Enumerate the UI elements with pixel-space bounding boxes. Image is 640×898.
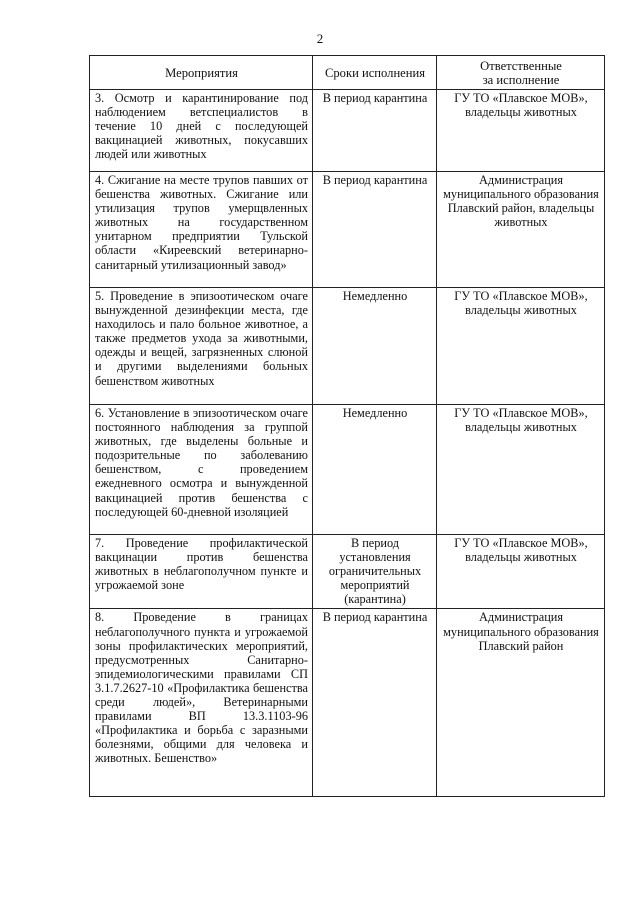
table-row (90, 535, 605, 609)
event-cell: 5. Проведение в эпизоотическом очаге вынужденной дезинфекции места, где находилось и пало больное животное, а также предметов ухода за животными, одежды и вещей, загрязненных слюной и другими выделениями больных бешенством животных (90, 288, 313, 405)
events-table (89, 55, 605, 797)
event-cell: 6. Установление в эпизоотическом очаге постоянного наблюдения за группой животных, где выделены больные и подозрительные по заболеванию бешенством, с проведением ежедневного осмотра и вынужденной вакцинацией против бешенства с последующей 60-дневной изоляцией (90, 405, 313, 535)
table-row (90, 405, 605, 535)
responsible-cell: ГУ ТО «Плавское МОВ», владельцы животных (437, 405, 605, 535)
event-cell: 3. Осмотр и карантинирование под наблюдением ветспециалистов в течение 10 дней с последующей вакцинацией животных, покусавших людей или животных (90, 90, 313, 172)
header-row (90, 56, 605, 90)
deadline-cell: Немедленно (313, 405, 437, 535)
deadline-cell: В период карантина (313, 172, 437, 288)
page-number: 2 (316, 31, 324, 46)
table-row (90, 288, 605, 405)
event-cell: 4. Сжигание на месте трупов павших от бешенства животных. Сжигание или утилизация трупов умерщвленных животных на государственном унитарном предприятии Тульской области «Киреевский ветеринарно-санитарный утилизационный завод» (90, 172, 313, 288)
deadline-cell: В период карантина (313, 609, 437, 797)
table-header (90, 56, 605, 90)
responsible-cell: ГУ ТО «Плавское МОВ», владельцы животных (437, 535, 605, 609)
deadline-cell: В период карантина (313, 90, 437, 172)
header-events: Мероприятия (90, 56, 313, 90)
responsible-cell: ГУ ТО «Плавское МОВ», владельцы животных (437, 288, 605, 405)
deadline-cell: Немедленно (313, 288, 437, 405)
table-row (90, 609, 605, 797)
event-cell: 8. Проведение в границах неблагополучного пункта и угрожаемой зоны профилактических мероприятий, предусмотренных Санитарно-эпидемиологическими правилами СП 3.1.7.2627-10 «Профилактика бешенства среди людей», Ветеринарными правилами ВП 13.3.1103-96 «Профилактика и борьба с заразными болезнями, общими для человека и животных. Бешенство» (90, 609, 313, 797)
deadline-cell: В период установления ограничительных мероприятий (карантина) (313, 535, 437, 609)
responsible-cell: ГУ ТО «Плавское МОВ», владельцы животных (437, 90, 605, 172)
responsible-cell: Администрация муниципального образования Плавский район, владельцы животных (437, 172, 605, 288)
header-deadline: Сроки исполнения (313, 56, 437, 90)
responsible-cell: Администрация муниципального образования Плавский район (437, 609, 605, 797)
table-row (90, 90, 605, 172)
header-responsible: Ответственные за исполнение (437, 56, 605, 90)
table-row (90, 172, 605, 288)
event-cell: 7. Проведение профилактической вакцинации против бешенства животных в неблагополучном пункте и угрожаемой зоне (90, 535, 313, 609)
